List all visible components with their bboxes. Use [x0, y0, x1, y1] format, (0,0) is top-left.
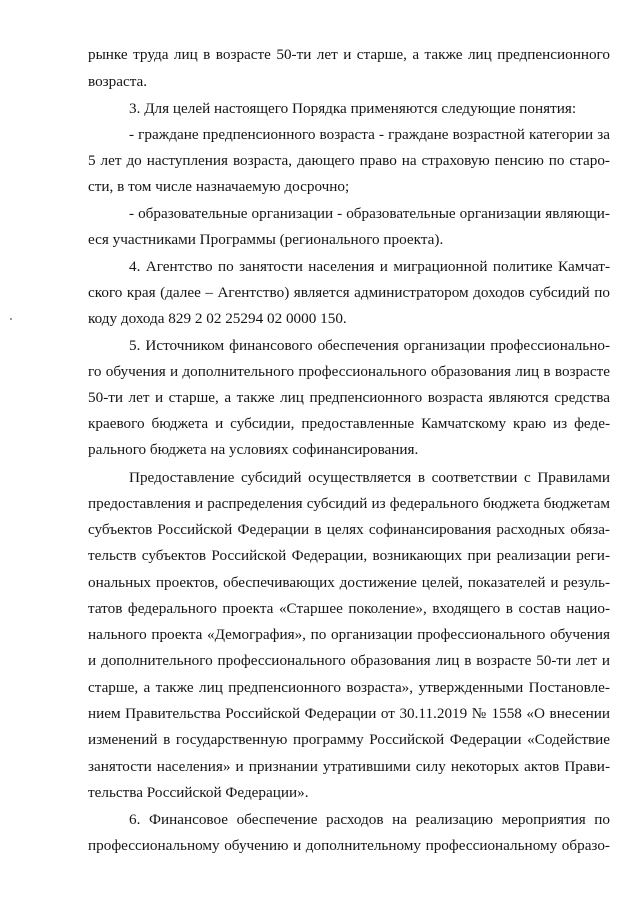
text-line: рынке труда лиц в возрасте 50-ти лет и старше, а также лиц предпенсионного [88, 46, 610, 63]
text-line: 5. Источником финансового обеспечения организации профессионально- [129, 337, 610, 354]
text-line: нального проекта «Демография», по организации профессионального обучения [88, 626, 610, 643]
text-line: краевого бюджета и субсидии, предоставленные Камчатскому краю из феде- [88, 415, 610, 432]
text-line: предоставления и распределения субсидий из федерального бюджета бюджетам [88, 495, 610, 512]
text-line: коду дохода 829 2 02 25294 02 0000 150. [88, 310, 347, 327]
text-line: тельств субъектов Российской Федерации, возникающих при реализации реги- [88, 547, 610, 564]
text-line: профессиональному обучению и дополнительному профессиональному образо- [88, 837, 610, 854]
text-line: сти, в том числе назначаемую досрочно; [88, 178, 350, 195]
text-line: ского края (далее – Агентство) является администратором доходов субсидий по [88, 284, 610, 301]
text-line: ональных проектов, обеспечивающих достижение целей, показателей и резуль- [88, 574, 610, 591]
text-line: старше, а также лиц предпенсионного возраста», утвержденными Постановле- [88, 679, 610, 696]
text-line: 3. Для целей настоящего Порядка применяются следующие понятия: [129, 100, 577, 117]
text-line: рального бюджета на условиях софинансирования. [88, 441, 419, 458]
text-line: нием Правительства Российской Федерации от 30.11.2019 № 1558 «О внесении [88, 705, 610, 722]
text-line: и дополнительного профессионального образования лиц в возрасте 50-ти лет и [88, 652, 610, 669]
text-line: Предоставление субсидий осуществляется в соответствии с Правилами [129, 469, 610, 486]
scan-speck [10, 318, 12, 320]
text-line: 5 лет до наступления возраста, дающего право на страховую пенсию по старо- [88, 152, 610, 169]
text-line: - образовательные организации - образовательные организации являющи- [129, 205, 610, 222]
text-line: 6. Финансовое обеспечение расходов на реализацию мероприятия по [129, 811, 610, 828]
text-line: 4. Агентство по занятости населения и миграционной политике Камчат- [129, 258, 610, 275]
text-line: еся участниками Программы (регионального проекта). [88, 231, 444, 248]
text-line: го обучения и дополнительного профессионального образования лиц в возрасте [88, 363, 610, 380]
text-line: субъектов Российской Федерации в целях софинансирования расходных обяза- [88, 521, 610, 538]
text-line: изменений в государственную программу Российской Федерации «Содействие [88, 731, 610, 748]
text-line: 50-ти лет и старше, а также лиц предпенсионного возраста являются средства [88, 389, 610, 406]
text-line: занятости населения» и признании утратившими силу некоторых актов Прави- [88, 758, 610, 775]
text-line: тельства Российской Федерации». [88, 784, 309, 801]
text-line: возраста. [88, 73, 148, 90]
text-line: татов федерального проекта «Старшее поколение», входящего в состав нацио- [88, 600, 610, 617]
text-line: - граждане предпенсионного возраста - граждане возрастной категории за [129, 126, 610, 143]
